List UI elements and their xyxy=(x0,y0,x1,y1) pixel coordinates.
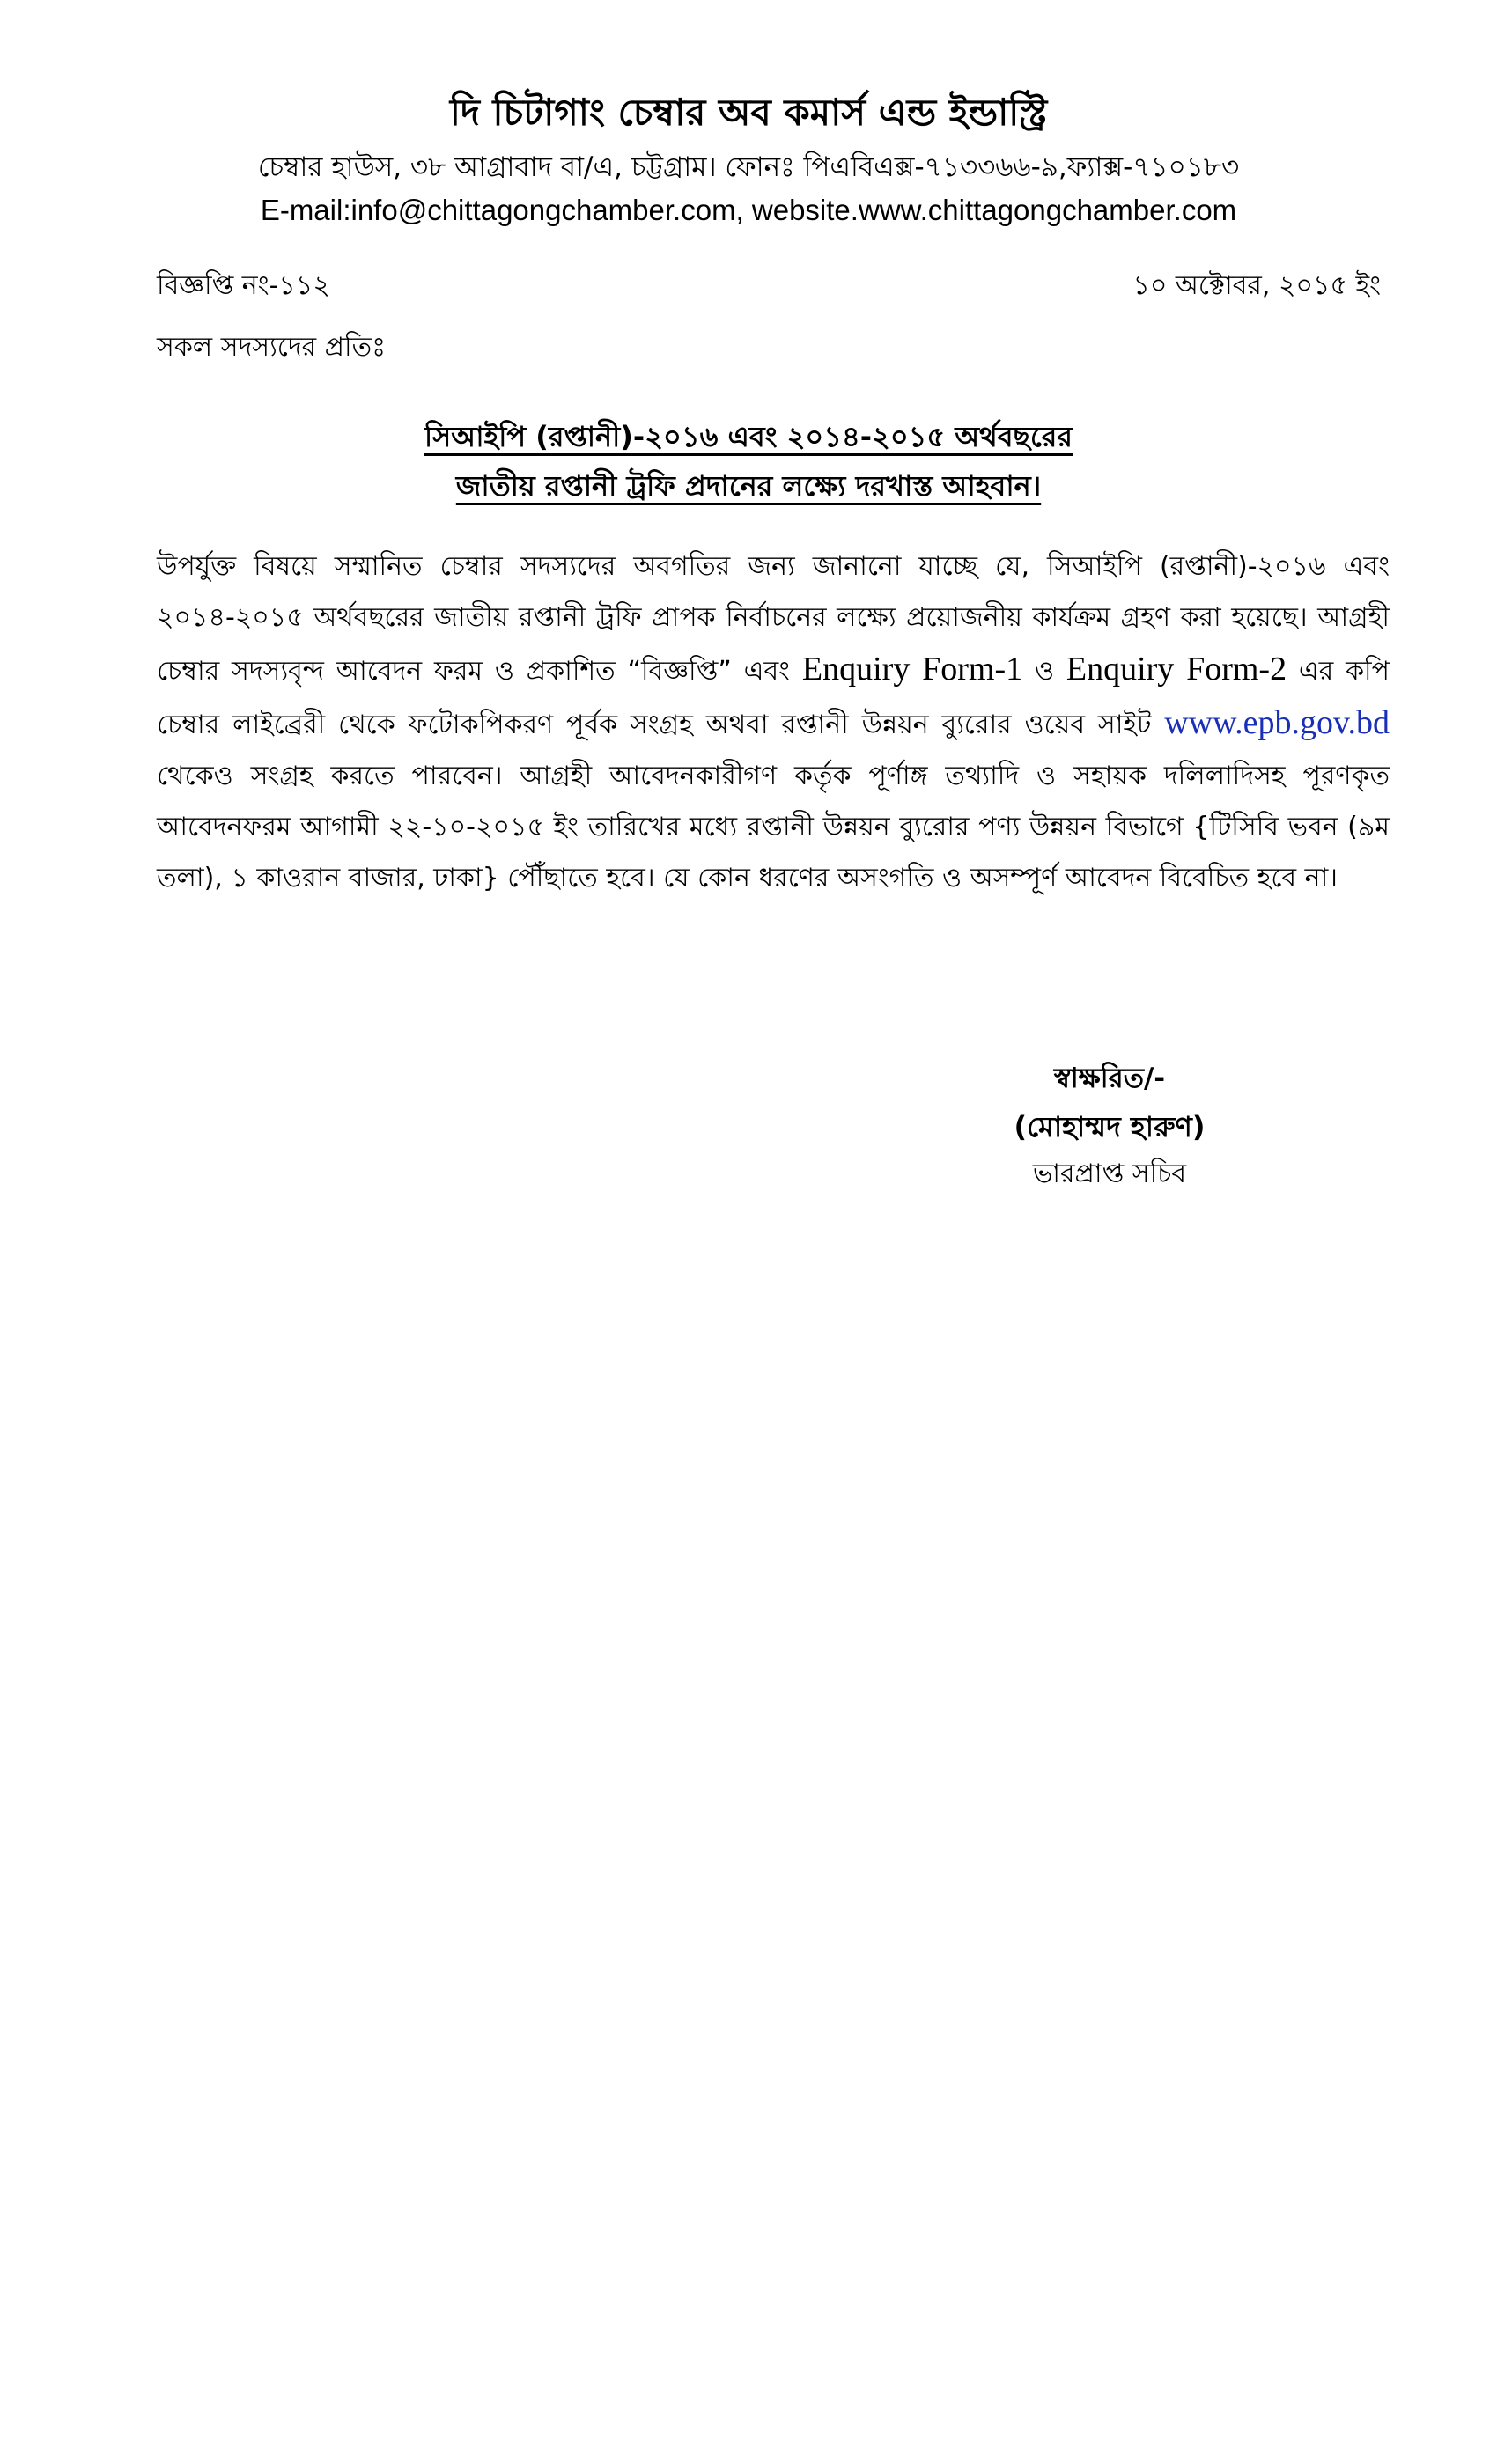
website-link[interactable]: www.epb.gov.bd xyxy=(1164,704,1390,741)
salutation: সকল সদস্যদের প্রতিঃ xyxy=(157,332,387,363)
signature-block xyxy=(969,1055,1250,1197)
reference-row xyxy=(157,264,1381,308)
subject-line-2: জাতীয় রপ্তানী ট্রফি প্রদানের লক্ষ্যে দরখাস্ত আহবান। xyxy=(455,469,1042,503)
organization-contact: E-mail:info@chittagongchamber.com, website.www.chittagongchamber.com xyxy=(260,194,1237,226)
organization-name: দি চিটাগাং চেম্বার অব কমার্স এন্ড ইন্ডাস্ট্রি xyxy=(449,91,1048,134)
body-part-3: থেকেও সংগ্রহ করতে পারবেন। আগ্রহী আবেদনকারীগণ কর্তৃক পূর্ণাঙ্গ তথ্যাদি ও সহায়ক দলিলাদিসহ পূরণকৃত আবেদনফরম আগামী ২২-১০-২০১৫ ইং তারিখের মধ্যে রপ্তানী উন্নয়ন ব্যুরোর পণ্য উন্নয়ন বিভাগে {টিসিবি ভবন (৯ম তলা), ১ কাওরান বাজার, ঢাকা} পৌঁছাতে হবে। যে কোন ধরণের অসংগতি ও অসম্পূর্ণ আবেদন বিবেচিত হবে না। xyxy=(157,761,1390,894)
signatory-name: (মোহাম্মদ হারুণ) xyxy=(1014,1110,1206,1144)
signed-status: স্বাক্ষরিত/- xyxy=(1053,1063,1166,1094)
body-part-2: এর কপি চেম্বার লাইব্রেরী থেকে ফটোকপিকরণ পূর্বক সংগ্রহ অথবা রপ্তানী উন্নয়ন ব্যুরোর ওয়েব সাইট xyxy=(157,656,1390,740)
body-conjunction: ও xyxy=(1034,656,1055,687)
body-paragraph xyxy=(157,541,1390,904)
subject-line-1: সিআইপি (রপ্তানী)-২০১৬ এবং ২০১৪-২০১৫ অর্থবছরের xyxy=(424,420,1073,453)
subject xyxy=(0,412,1497,511)
body-part-1: উপর্যুক্ত বিষয়ে সম্মানিত চেম্বার সদস্যদের অবগতির জন্য জানানো যাচ্ছে যে, সিআইপি (রপ্তানী)-২০১৬ এবং ২০১৪-২০১৫ অর্থবছরের জাতীয় রপ্তানী ট্রফি প্রাপক নির্বাচনের লক্ষ্যে প্রয়োজনীয় কার্যক্রম গ্রহণ করা হয়েছে। আগ্রহী চেম্বার সদস্যবৃন্দ আবেদন ফরম ও প্রকাশিত “বিজ্ঞপ্তি” এবং xyxy=(157,551,1390,687)
reference-number: বিজ্ঞপ্তি নং-১১২ xyxy=(157,270,330,301)
enquiry-form-1: Enquiry Form-1 xyxy=(801,651,1023,688)
notice-date: ১০ অক্টোবর, ২০১৫ ইং xyxy=(1132,270,1381,301)
enquiry-form-2: Enquiry Form-2 xyxy=(1066,651,1287,688)
letterhead xyxy=(0,85,1497,232)
organization-address: চেম্বার হাউস, ৩৮ আগ্রাবাদ বা/এ, চট্টগ্রাম। ফোনঃ পিএবিএক্স-৭১৩৩৬৬-৯,ফ্যাক্স-৭১০১৮৩ xyxy=(257,151,1240,183)
signatory-title: ভারপ্রাপ্ত সচিব xyxy=(1032,1158,1187,1189)
